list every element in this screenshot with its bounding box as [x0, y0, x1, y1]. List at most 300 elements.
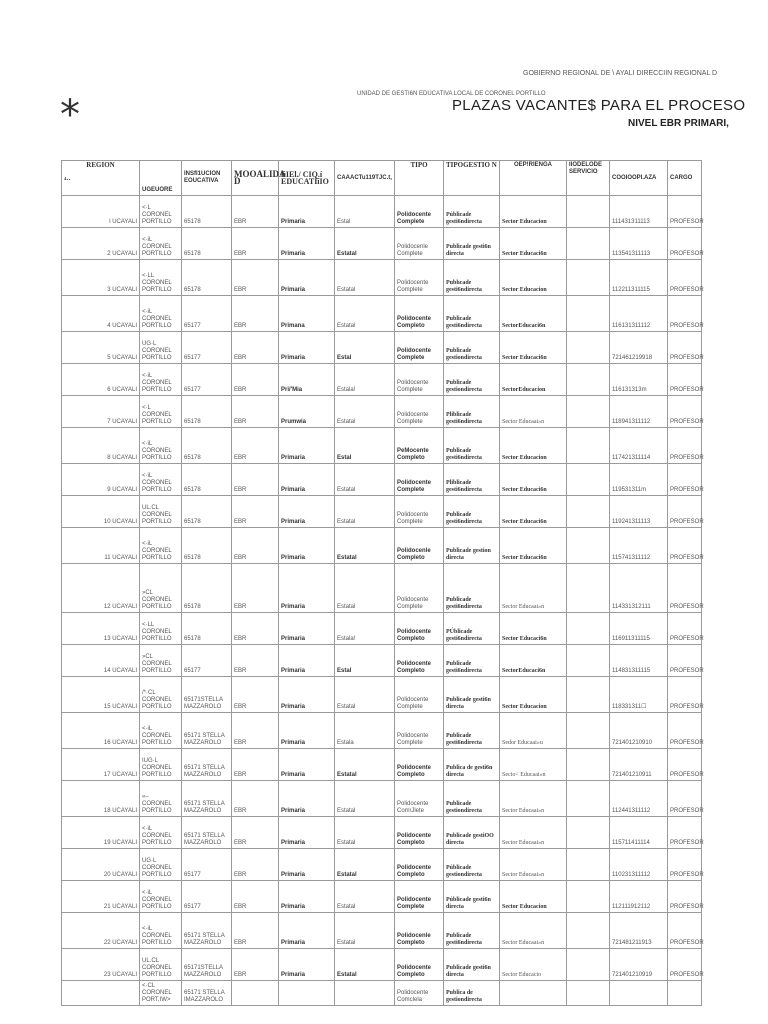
- cell-ugel-text: UL.CL CORONEL PORTILLO: [142, 505, 172, 525]
- cell-modserv: [567, 677, 610, 713]
- cell-tipogestion-text: Publicade gesti6ndirecta: [446, 448, 482, 461]
- cell-inst: [182, 228, 232, 260]
- cell-nivel: [279, 296, 335, 332]
- cell-tipogestion-text: Publicade gesti6n directa: [446, 244, 491, 257]
- cell-tipo: [395, 296, 444, 332]
- cell-ugel: [140, 296, 182, 332]
- cell-caract-text: Estal: [337, 455, 352, 461]
- cell-modserv: [567, 296, 610, 332]
- cell-dependencia: [500, 749, 567, 781]
- cell-modalidad-text: EBR: [234, 904, 247, 910]
- cell-tipogestion-text: Publicade gesti6n directa: [446, 965, 491, 978]
- cell-modserv: [567, 849, 610, 881]
- col-ugel: UGEUORE: [140, 161, 182, 196]
- cell-ugel: [140, 332, 182, 364]
- cell-nivel: [279, 949, 335, 981]
- cell-inst: [182, 613, 232, 645]
- cell-dependencia-text: Secior Educaai»n: [502, 604, 545, 610]
- cell-dependencia: [500, 464, 567, 496]
- cell-region-text: 3 UCAYALI: [107, 287, 137, 293]
- cell-tipogestion: [444, 528, 500, 564]
- cell-tipogestion: [444, 613, 500, 645]
- col-modalidad: MOOALIDA D: [232, 161, 279, 196]
- cell-caract-text: Estatal: [337, 772, 357, 778]
- cell-cargo: [668, 296, 702, 332]
- cell-inst: [182, 913, 232, 949]
- cell-modalidad: [232, 196, 279, 228]
- cell-inst-text: 65178: [184, 487, 201, 493]
- cell-inst-text: 65177: [184, 355, 201, 361]
- cell-caract-text: Estatal: [337, 251, 357, 257]
- cell-modalidad: [232, 464, 279, 496]
- cell-codplaza: [610, 296, 668, 332]
- table-row: [62, 196, 702, 228]
- cell-nivel: [279, 260, 335, 296]
- cell-region-text: 5 UCAYALI: [107, 355, 137, 361]
- cell-tipogestion-text: Publicade gesti6ndirecta: [446, 512, 482, 525]
- cell-tipo: [395, 613, 444, 645]
- cell-region-text: 10 UCAYALI: [103, 519, 137, 525]
- cell-inst: [182, 496, 232, 528]
- cell-modalidad: [232, 296, 279, 332]
- cell-codplaza: [610, 781, 668, 817]
- table-row: [62, 949, 702, 981]
- cell-modalidad-text: EBR: [234, 387, 247, 393]
- cell-caract: [335, 849, 395, 881]
- cell-codplaza: [610, 849, 668, 881]
- cell-dependencia-text: Sector Educaci6n: [502, 355, 547, 361]
- cell-region: [62, 713, 140, 749]
- cell-region-text: 7 UCAYALI: [107, 419, 137, 425]
- cell-tipo: [395, 196, 444, 228]
- cell-cargo-text: PROFESOR: [670, 455, 704, 461]
- cell-tipogestion: [444, 364, 500, 396]
- cell-tipo: [395, 496, 444, 528]
- cell-caract-text: Estatal: [337, 704, 356, 710]
- cell-dependencia: [500, 228, 567, 260]
- cell-cargo: [668, 677, 702, 713]
- cell-cargo: [668, 528, 702, 564]
- cell-ugel: [140, 260, 182, 296]
- cell-tipo-text: Polidocenle Complete: [397, 244, 429, 257]
- cell-cargo-text: PROFESOR: [670, 972, 704, 978]
- cell-nivel-text: Primaria: [281, 840, 306, 846]
- cell-modserv: [567, 749, 610, 781]
- page-subtitle: NIVEL EBR PRIMARI,: [628, 118, 729, 129]
- cell-nivel: [279, 677, 335, 713]
- cell-cargo-text: PROFESOR: [670, 704, 704, 710]
- cell-tipogestion: [444, 196, 500, 228]
- cell-codplaza: [610, 464, 668, 496]
- cell-tipo-text: Polidocente Complete: [397, 733, 429, 746]
- table-row: [62, 332, 702, 364]
- cell-modalidad-text: EBR: [234, 740, 247, 746]
- cell-tipo: [395, 913, 444, 949]
- cell-cargo: [668, 817, 702, 849]
- cell-modalidad: [232, 496, 279, 528]
- cell-dependencia-text: Sector Educaci6n: [502, 555, 547, 561]
- cell-modserv: [567, 913, 610, 949]
- cell-inst: [182, 713, 232, 749]
- cell-tipogestion: [444, 564, 500, 613]
- cell-tipogestion-text: PÚblicade gesti6ndirecta: [446, 629, 482, 642]
- cell-dependencia-text: Sector Educacion: [502, 904, 547, 910]
- cell-cargo-text: PROFESOR: [670, 287, 704, 293]
- cell-nivel-text: Primaria: [281, 604, 306, 610]
- cell-cargo-text: PROFESOR: [670, 355, 704, 361]
- cell-nivel-text: Primaria: [281, 251, 306, 257]
- cell-caract-text: Estatal: [337, 972, 357, 978]
- cell-cargo: [668, 428, 702, 464]
- cell-cargo: [668, 196, 702, 228]
- cell-tipo: [395, 645, 444, 677]
- cell-inst-text: 65178: [184, 251, 201, 257]
- cell-modalidad: [232, 528, 279, 564]
- cell-inst: [182, 428, 232, 464]
- cell-inst-text: 65178: [184, 419, 201, 425]
- cell-ugel-text: <·CL CORONEL PORT,IW>: [142, 983, 172, 1003]
- cell-codplaza: [610, 260, 668, 296]
- cell-inst-text: 65171 STELLA IMAZZAROLO: [184, 990, 225, 1003]
- cell-tipo: [395, 849, 444, 881]
- cell-ugel-text: /*·CL CORONEL PORTILLO: [142, 690, 172, 710]
- cell-codplaza: [610, 749, 668, 781]
- cell-tipo-text: Polidocente Complete: [397, 280, 429, 293]
- cell-dependencia-text: Secio< Educaai»n: [502, 772, 546, 778]
- cell-inst-text: 65171STELLA MAZZAROLO: [184, 965, 223, 978]
- cell-tipo-text: Polidocente Complete: [397, 512, 429, 525]
- cell-modalidad: [232, 881, 279, 913]
- cell-caract-text: Estatal: [337, 940, 356, 946]
- cell-codplaza: [610, 677, 668, 713]
- cell-nivel: [279, 228, 335, 260]
- cell-inst: [182, 364, 232, 396]
- cell-tipogestion-text: Públicade gestiondirecta: [446, 865, 482, 878]
- cell-cargo: [668, 849, 702, 881]
- cell-cargo: [668, 749, 702, 781]
- cell-caract: [335, 981, 395, 1006]
- cell-tipo: [395, 881, 444, 913]
- cell-cargo-text: PROFESOR: [670, 668, 704, 674]
- cell-cargo-text: PROFESOR: [670, 387, 704, 393]
- cell-caract: [335, 781, 395, 817]
- cell-inst-text: 65171 STELLA MAZZAROLO: [184, 933, 225, 946]
- cell-tipo-text: Polidocente Completo: [397, 661, 432, 674]
- cell-tipogestion-text: Publicade gestiondirecta: [446, 348, 482, 361]
- cell-cargo: [668, 913, 702, 949]
- cell-modserv: [567, 713, 610, 749]
- cell-region: [62, 296, 140, 332]
- cell-inst: [182, 528, 232, 564]
- cell-cargo: [668, 228, 702, 260]
- cell-region: [62, 196, 140, 228]
- cell-tipo-text: Polidocente Completo: [397, 765, 432, 778]
- cell-dependencia: [500, 364, 567, 396]
- cell-nivel: [279, 396, 335, 428]
- cell-modserv: [567, 496, 610, 528]
- cell-nivel: [279, 981, 335, 1006]
- cell-region: [62, 464, 140, 496]
- cell-codplaza: [610, 528, 668, 564]
- table-row: [62, 528, 702, 564]
- cell-dependencia-text: Sector Educaai»n: [502, 872, 545, 878]
- cell-caract-text: Estatal: [337, 808, 356, 814]
- cell-dependencia: [500, 881, 567, 913]
- cell-tipo-text: Polidocenle Completo: [397, 933, 431, 946]
- cell-inst: [182, 396, 232, 428]
- cell-nivel: [279, 645, 335, 677]
- cell-ugel-text: <·iL CORONEL PORTILLO: [142, 726, 172, 746]
- cell-cargo-text: PROFESOR: [670, 940, 704, 946]
- cell-modserv: [567, 196, 610, 228]
- cell-tipo: [395, 332, 444, 364]
- cell-codplaza: [610, 713, 668, 749]
- cell-cargo: [668, 364, 702, 396]
- cell-tipogestion-text: Publicade gestiondirecta: [446, 380, 482, 393]
- cell-caract: [335, 228, 395, 260]
- cell-region: [62, 228, 140, 260]
- cell-modserv: [567, 881, 610, 913]
- cell-dependencia: [500, 817, 567, 849]
- cell-dependencia-text: SectorEducacion: [502, 387, 546, 393]
- cell-ugel: [140, 645, 182, 677]
- cell-ugel-text: IUG·L CORONEL PORTILLO: [142, 758, 172, 778]
- cell-ugel-text: <·iL CORONEL PORTILLO: [142, 826, 172, 846]
- cell-inst-text: 65178: [184, 519, 201, 525]
- cell-dependencia: [500, 645, 567, 677]
- cell-caract: [335, 881, 395, 913]
- cell-dependencia: [500, 496, 567, 528]
- col-codplaza: COOIOOPI.AZA: [610, 161, 668, 196]
- cell-region: [62, 364, 140, 396]
- col-caract: CAAACTu119TJC.t,: [335, 161, 395, 196]
- cell-tipo-text: Polidocente Complete: [397, 480, 432, 493]
- cell-dependencia-text: Sector Educaai»n: [502, 808, 545, 814]
- cell-nivel-text: Primaria: [281, 555, 306, 561]
- table-row: [62, 428, 702, 464]
- col-dependencia: OEP!RIENGA: [500, 161, 567, 196]
- cell-codplaza: [610, 496, 668, 528]
- cell-ugel: [140, 849, 182, 881]
- cell-codplaza: [610, 396, 668, 428]
- cell-tipogestion-text: Pubhcade gesti6ndirecta: [446, 280, 482, 293]
- cell-ugel-text: »CL CORONEL PORTILLO: [142, 654, 172, 674]
- cell-region-text: 2 UCAYALI: [107, 251, 137, 257]
- cell-modalidad: [232, 849, 279, 881]
- cell-tipo-text: Polidocente Com\Jlete: [397, 801, 429, 814]
- cell-inst: [182, 881, 232, 913]
- cell-nivel: [279, 749, 335, 781]
- cell-modalidad-text: EBR: [234, 668, 247, 674]
- cell-tipo: [395, 364, 444, 396]
- table-row: [62, 817, 702, 849]
- col-num-label: ⁴··: [64, 176, 71, 184]
- cell-caract: [335, 364, 395, 396]
- cell-ugel: [140, 913, 182, 949]
- table-row: [62, 496, 702, 528]
- cell-region-text: 4 UCAYALI: [107, 323, 137, 329]
- cell-dependencia-text: Sector Educaai»n: [502, 940, 545, 946]
- cell-codplaza: [610, 564, 668, 613]
- cell-inst: [182, 196, 232, 228]
- cell-tipo: [395, 677, 444, 713]
- cell-modserv: [567, 613, 610, 645]
- cell-modalidad-text: EBR: [234, 555, 247, 561]
- cell-caract: [335, 677, 395, 713]
- cell-codplaza-text: 721401210911: [612, 772, 652, 778]
- cell-modserv: [567, 464, 610, 496]
- cell-cargo: [668, 645, 702, 677]
- cell-inst: [182, 749, 232, 781]
- table-row: [62, 849, 702, 881]
- cell-caract: [335, 564, 395, 613]
- cell-modserv: [567, 981, 610, 1006]
- table-row: [62, 713, 702, 749]
- cell-tipo-text: PeMocente Completo: [397, 448, 429, 461]
- cell-caract: [335, 817, 395, 849]
- cell-tipo: [395, 781, 444, 817]
- cell-tipo-text: Polidocente Completo: [397, 865, 432, 878]
- cell-dependencia: [500, 428, 567, 464]
- cell-ugel: [140, 981, 182, 1006]
- cell-dependencia: [500, 260, 567, 296]
- cell-region-text: 16 UCAYALI: [103, 740, 137, 746]
- cell-dependencia-text: Sector Educaci6n: [502, 251, 547, 257]
- cell-inst-text: 65171STELLA MAZZAROLO: [184, 697, 223, 710]
- cell-dependencia: [500, 849, 567, 881]
- cell-region: [62, 749, 140, 781]
- cell-region: [62, 645, 140, 677]
- cell-tipogestion: [444, 332, 500, 364]
- cell-tipogestion-text: Publicade gestiOO directa: [446, 833, 494, 846]
- cell-ugel: [140, 396, 182, 428]
- cell-tipogestion: [444, 396, 500, 428]
- cell-modalidad: [232, 228, 279, 260]
- cell-nivel: [279, 428, 335, 464]
- cell-codplaza: [610, 817, 668, 849]
- cell-caract: [335, 196, 395, 228]
- cell-ugel-text: <·L CORONEL PORTILLO: [142, 405, 172, 425]
- cell-tipogestion-text: Publicade gesti6ndirecta: [446, 316, 482, 329]
- cell-tipogestion-text: Publicade gesti6ndirecta: [446, 733, 482, 746]
- cell-ugel-text: <·iL CORONEL PORTILLO: [142, 441, 172, 461]
- cell-tipogestion: [444, 464, 500, 496]
- cell-dependencia: [500, 713, 567, 749]
- cell-ugel-text: <·LL CORONEL PORTILLO: [142, 273, 172, 293]
- cell-codplaza: [610, 881, 668, 913]
- cell-modserv: [567, 781, 610, 817]
- cell-caract-text: Estal: [337, 668, 352, 674]
- cell-dependencia-text: Sedor Educaai»u: [502, 740, 543, 746]
- cell-tipo: [395, 713, 444, 749]
- cell-modalidad: [232, 332, 279, 364]
- cell-codplaza-text: 119241311113: [612, 519, 651, 525]
- cell-ugel: [140, 613, 182, 645]
- cell-modserv: [567, 564, 610, 613]
- cell-modalidad: [232, 713, 279, 749]
- cell-tipo: [395, 396, 444, 428]
- cell-tipogestion: [444, 913, 500, 949]
- cell-tipogestion-text: Públicade gesti6n directa: [446, 897, 491, 910]
- cell-ugel: [140, 228, 182, 260]
- cell-dependencia: [500, 564, 567, 613]
- cell-cargo-text: PROFESOR: [670, 251, 704, 257]
- cell-caract-text: Estatal: [337, 604, 356, 610]
- cell-cargo-text: PROFESOR: [670, 904, 704, 910]
- cell-tipo-text: Polidocente Comclela: [397, 990, 429, 1003]
- cell-inst-text: 65178: [184, 636, 201, 642]
- cell-cargo-text: PROFESOR: [670, 740, 704, 746]
- cell-inst-text: 65178: [184, 555, 201, 561]
- cell-region: [62, 332, 140, 364]
- cell-region: [62, 428, 140, 464]
- cell-dependencia: [500, 949, 567, 981]
- cell-ugel: [140, 496, 182, 528]
- cell-inst-text: 65177: [184, 872, 201, 878]
- cell-caract-text: Estala: [337, 740, 354, 746]
- cell-modalidad-text: EBR: [234, 519, 247, 525]
- cell-tipogestion-text: Publicade gesti6ndirecta: [446, 597, 482, 610]
- cell-modalidad-text: EBR: [234, 772, 247, 778]
- cell-modserv: [567, 645, 610, 677]
- cell-tipogestion: [444, 749, 500, 781]
- cell-cargo-text: PROFESOR: [670, 323, 704, 329]
- cell-tipo-text: Polidocente Complete: [397, 348, 432, 361]
- cell-dependencia-text: SectorEducaci6n: [502, 668, 546, 674]
- cell-dependencia: [500, 613, 567, 645]
- cell-modalidad: [232, 749, 279, 781]
- cell-region-text: l UCAYALI: [109, 219, 137, 225]
- cell-codplaza-text: 115711411114: [612, 840, 650, 846]
- cell-modserv: [567, 364, 610, 396]
- table-row: [62, 464, 702, 496]
- cell-modserv: [567, 949, 610, 981]
- cell-region: [62, 913, 140, 949]
- cell-region: [62, 496, 140, 528]
- cell-codplaza-text: 118331311☐: [612, 704, 647, 710]
- cell-modalidad: [232, 645, 279, 677]
- header-ugel: UNIDAD DE GESTI6N EDUCATIVA LOCAL DE CORONEL PORTILLO: [357, 91, 546, 97]
- cell-ugel: [140, 713, 182, 749]
- table-row: [62, 364, 702, 396]
- cell-modalidad-text: EBR: [234, 455, 247, 461]
- cell-caract-text: Estala!: [337, 636, 356, 642]
- cell-cargo-text: PROFESOR: [670, 872, 704, 878]
- cell-ugel: [140, 781, 182, 817]
- cell-inst: [182, 564, 232, 613]
- cell-region-text: 21 UCAYALI: [103, 904, 137, 910]
- cell-nivel: [279, 849, 335, 881]
- cell-tipogestion: [444, 713, 500, 749]
- cell-dependencia-text: Sector Educaci6n: [502, 636, 547, 642]
- cell-inst-text: 65178: [184, 455, 201, 461]
- cell-tipo-text: Polidocente Completo: [397, 316, 432, 329]
- cell-region-text: 13 UCAYALI: [103, 636, 137, 642]
- cell-modalidad-text: EBR: [234, 872, 247, 878]
- cell-cargo: [668, 332, 702, 364]
- cell-region: [62, 564, 140, 613]
- cell-region: [62, 949, 140, 981]
- cell-tipogestion: [444, 645, 500, 677]
- cell-ugel: [140, 428, 182, 464]
- cell-codplaza-text: 112441311112: [612, 808, 651, 814]
- cell-modalidad: [232, 396, 279, 428]
- cell-tipogestion: [444, 260, 500, 296]
- cell-modserv: [567, 260, 610, 296]
- cell-inst: [182, 849, 232, 881]
- cell-caract: [335, 260, 395, 296]
- cell-cargo: [668, 396, 702, 428]
